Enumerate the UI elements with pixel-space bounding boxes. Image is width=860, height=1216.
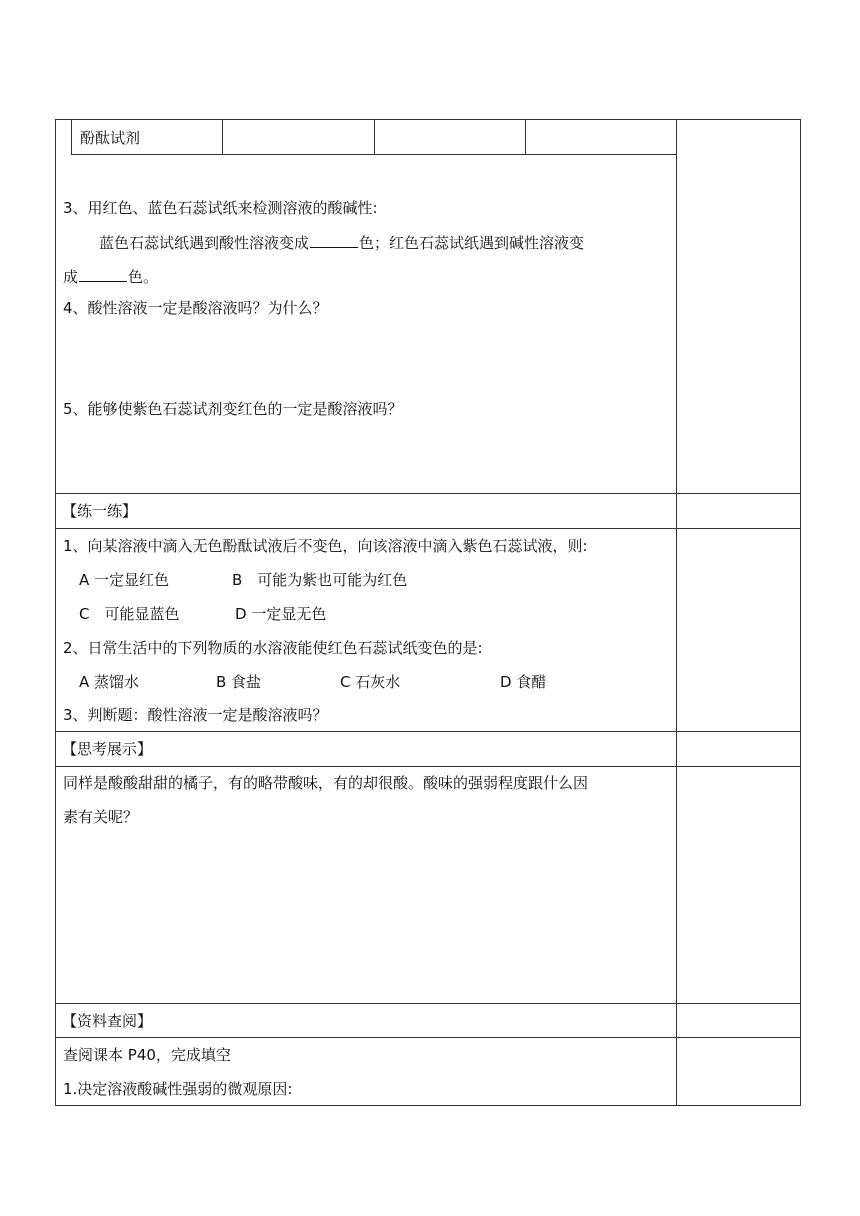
inner-table-col1 — [222, 119, 223, 155]
question-3-line2: 成 色。 — [63, 268, 159, 286]
practice-q2-option-a: A 蒸馏水 — [79, 673, 140, 691]
think-text-line1: 同样是酸酸甜甜的橘子，有的略带酸味，有的却很酸。酸味的强弱程度跟什么因 — [63, 774, 589, 792]
practice-q1-option-a: A 一定显红色 — [79, 571, 170, 589]
inner-table-col3 — [525, 119, 526, 155]
table-top-border — [55, 119, 801, 120]
row-divider-think — [55, 731, 801, 732]
phenolphthalein-label: 酚酞试剂 — [80, 129, 141, 147]
fill-blank-2[interactable] — [79, 267, 127, 282]
question-5: 5、能够使紫色石蕊试剂变红色的一定是酸溶液吗？ — [63, 400, 403, 418]
row-divider-reference — [55, 1003, 801, 1004]
table-column-divider — [676, 119, 677, 1106]
practice-q1-option-b: B 可能为紫也可能为红色 — [232, 571, 408, 589]
practice-q2-option-c: C 石灰水 — [340, 673, 401, 691]
row-divider-think-body — [55, 766, 801, 767]
practice-q2-option-b: B 食盐 — [216, 673, 262, 691]
question-3-line1: 蓝色石蕊试纸遇到酸性溶液变成 色；红色石蕊试纸遇到碱性溶液变 — [99, 234, 585, 252]
row-divider-practice-body — [55, 528, 801, 529]
question-4: 4、酸性溶液一定是酸溶液吗？为什么？ — [63, 299, 328, 317]
question-3: 3、用红色、蓝色石蕊试纸来检测溶液的酸碱性: — [63, 199, 378, 217]
reference-line2: 1.决定溶液酸碱性强弱的微观原因: — [63, 1080, 293, 1098]
practice-question-2: 2、日常生活中的下列物质的水溶液能使红色石蕊试纸变色的是: — [63, 639, 483, 657]
fill-blank-1[interactable] — [310, 233, 358, 248]
reference-line1: 查阅课本 P40，完成填空 — [63, 1046, 231, 1064]
table-bottom-border — [55, 1105, 801, 1106]
practice-q1-option-d: D 一定显无色 — [235, 605, 327, 623]
practice-question-3: 3、判断题：酸性溶液一定是酸溶液吗？ — [63, 706, 328, 724]
think-header: 【思考展示】 — [62, 740, 153, 758]
think-text-line2: 素有关呢？ — [63, 808, 139, 826]
practice-header: 【练一练】 — [62, 502, 138, 520]
reference-header: 【资料查阅】 — [62, 1012, 153, 1030]
practice-q2-option-d: D 食醋 — [500, 673, 547, 691]
row-divider-practice — [55, 493, 801, 494]
inner-table-left — [71, 119, 72, 155]
inner-table-col2 — [374, 119, 375, 155]
practice-q1-option-c: C 可能显蓝色 — [79, 605, 180, 623]
table-right-border — [800, 119, 801, 1106]
practice-question-1: 1、向某溶液中滴入无色酚酞试液后不变色，向该溶液中滴入紫色石蕊试液，则: — [63, 537, 588, 555]
row-divider-reference-body — [55, 1037, 801, 1038]
table-left-border — [55, 119, 56, 1106]
